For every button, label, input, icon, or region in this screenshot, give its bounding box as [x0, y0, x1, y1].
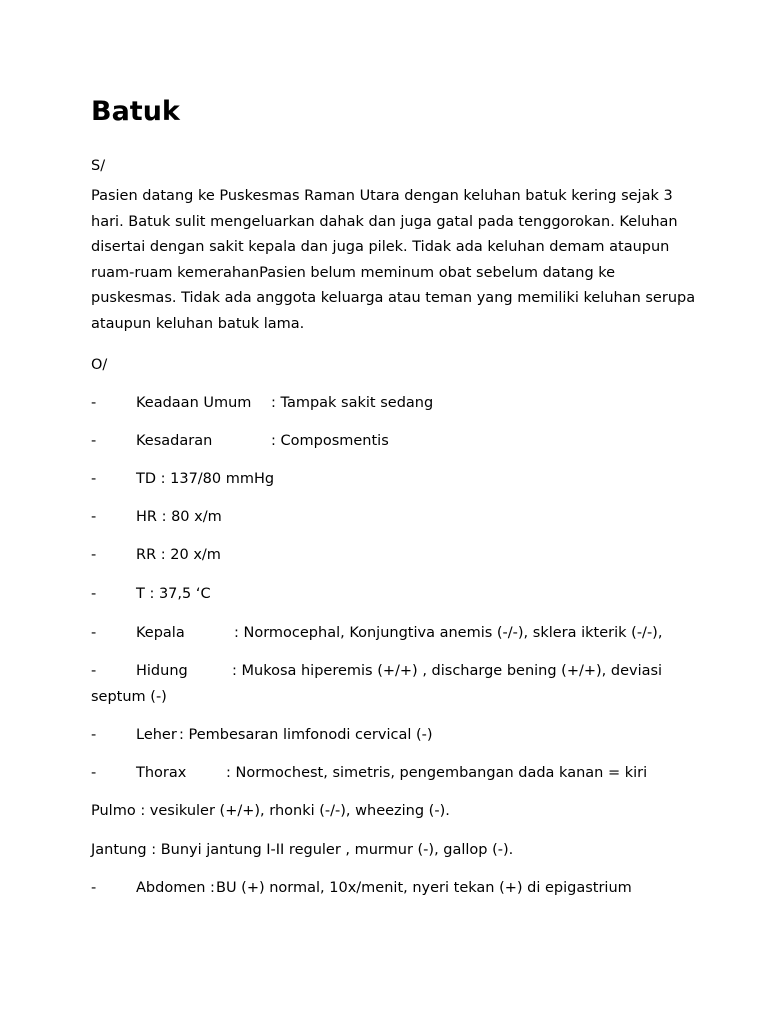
- exam-label: TD : 137/80 mmHg: [136, 471, 275, 487]
- subjective-line: hari. Batuk sulit mengeluarkan dahak dan juga gatal pada tenggorokan. Keluhan: [91, 213, 678, 230]
- exam-label: T : 37,5 ‘C: [136, 586, 211, 602]
- objective-heading: O/: [91, 357, 108, 373]
- exam-item-temperature: [91, 582, 711, 607]
- bullet-dash: -: [91, 395, 97, 411]
- bullet-dash: -: [91, 625, 97, 641]
- subjective-line: ruam-ruam kemerahanPasien belum meminum obat sebelum datang ke: [91, 264, 616, 281]
- bullet-dash: -: [91, 586, 97, 602]
- exam-item-leher: [91, 723, 711, 748]
- bullet-dash: -: [91, 547, 97, 563]
- exam-value: : Tampak sakit sedang: [271, 395, 434, 411]
- bullet-dash: -: [91, 471, 97, 487]
- exam-item-kepala: [91, 621, 711, 646]
- exam-value: : Pembesaran limfonodi cervical (-): [179, 727, 433, 743]
- exam-label: Kesadaran: [136, 433, 213, 449]
- jantung-line: Jantung : Bunyi jantung I-II reguler , murmur (-), gallop (-).: [91, 842, 514, 858]
- exam-item-keadaan-umum: [91, 391, 711, 416]
- exam-label: Thorax: [136, 765, 187, 781]
- exam-item-thorax: [91, 761, 711, 786]
- subjective-line: disertai dengan sakit kepala dan juga pilek. Tidak ada keluhan demam ataupun: [91, 239, 670, 255]
- bullet-dash: -: [91, 765, 97, 781]
- bullet-dash: -: [91, 880, 97, 896]
- pulmo-line: Pulmo : vesikuler (+/+), rhonki (-/-), wheezing (-).: [91, 803, 450, 819]
- subjective-paragraph: [91, 184, 696, 337]
- subjective-line: puskesmas. Tidak ada anggota keluarga atau teman yang memiliki keluhan serupa: [91, 290, 696, 306]
- subjective-heading: S/: [91, 158, 106, 174]
- exam-label: Abdomen :: [136, 880, 215, 896]
- document-title: Batuk: [91, 96, 180, 127]
- exam-item-td: [91, 467, 711, 492]
- bullet-dash: -: [91, 663, 97, 679]
- exam-value-continuation: septum (-): [91, 688, 167, 705]
- exam-label: Leher: [136, 727, 177, 743]
- exam-label: Keadaan Umum: [136, 395, 252, 411]
- exam-value: : Composmentis: [271, 433, 389, 449]
- subjective-line: Pasien datang ke Puskesmas Raman Utara dengan keluhan batuk kering sejak 3: [91, 188, 673, 204]
- bullet-dash: -: [91, 433, 97, 449]
- exam-label: RR : 20 x/m: [136, 547, 221, 563]
- exam-value: BU (+) normal, 10x/menit, nyeri tekan (+) di epigastrium: [216, 880, 632, 896]
- exam-label: Hidung: [136, 663, 188, 679]
- bullet-dash: -: [91, 509, 97, 525]
- exam-value: : Normocephal, Konjungtiva anemis (-/-), sklera ikterik (-/-),: [234, 625, 663, 641]
- exam-value: : Normochest, simetris, pengembangan dada kanan = kiri: [226, 765, 648, 781]
- exam-item-hidung: [91, 659, 711, 710]
- exam-item-kesadaran: [91, 429, 711, 454]
- exam-item-abdomen: [91, 876, 711, 901]
- exam-label: Kepala: [136, 625, 185, 641]
- bullet-dash: -: [91, 727, 97, 743]
- exam-label: HR : 80 x/m: [136, 509, 222, 525]
- exam-value: : Mukosa hiperemis (+/+) , discharge bening (+/+), deviasi: [232, 663, 663, 679]
- subjective-line: ataupun keluhan batuk lama.: [91, 315, 305, 332]
- exam-item-rr: [91, 543, 711, 568]
- exam-item-hr: [91, 505, 711, 530]
